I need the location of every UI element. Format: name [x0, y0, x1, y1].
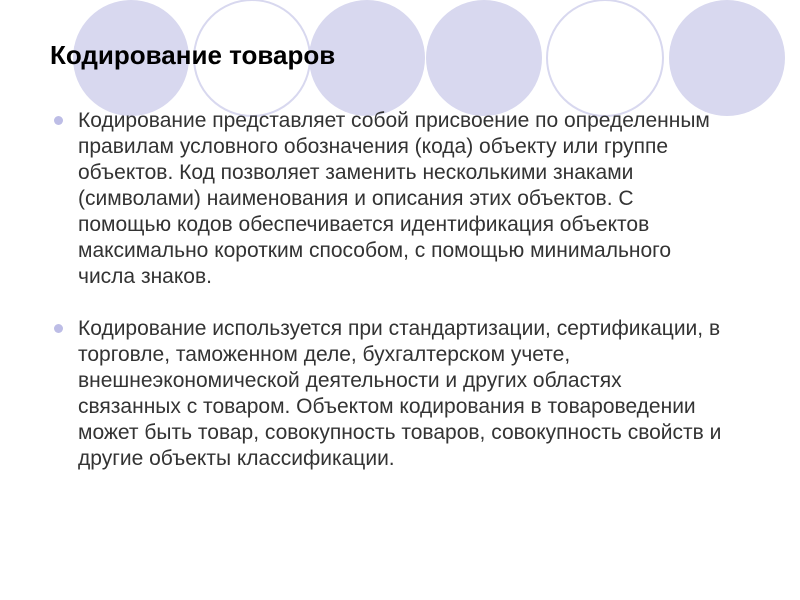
- bullet-dot-icon: [54, 324, 63, 333]
- deco-circle-6: [669, 0, 785, 116]
- bullet-item: [50, 108, 730, 290]
- slide-title: Кодирование товаров: [50, 40, 336, 70]
- bullet-text: Кодирование представляет собой присвоение по определенным правилам условного обозначения (кода) объекту или группе объектов. Код позволяет заменить несколькими знаками (символами) наименования и описания этих объектов. С помощью кодов обеспечивается идентификация объектов максимально коротким способом, с помощью минимального числа знаков.: [78, 109, 710, 288]
- bullet-dot-icon: [54, 116, 63, 125]
- bullet-list: [50, 108, 730, 472]
- deco-circle-5: [547, 0, 663, 116]
- bullet-text: Кодирование используется при стандартизации, сертификации, в торговле, таможенном деле, бухгалтерском учете, внешнеэкономической деятельности и других областях связанных с товаром. Объектом кодирования в товароведении может быть товар, совокупность товаров, совокупность свойств и другие объекты классификации.: [78, 317, 722, 470]
- bullet-item: [50, 316, 730, 472]
- deco-circle-4: [426, 0, 542, 116]
